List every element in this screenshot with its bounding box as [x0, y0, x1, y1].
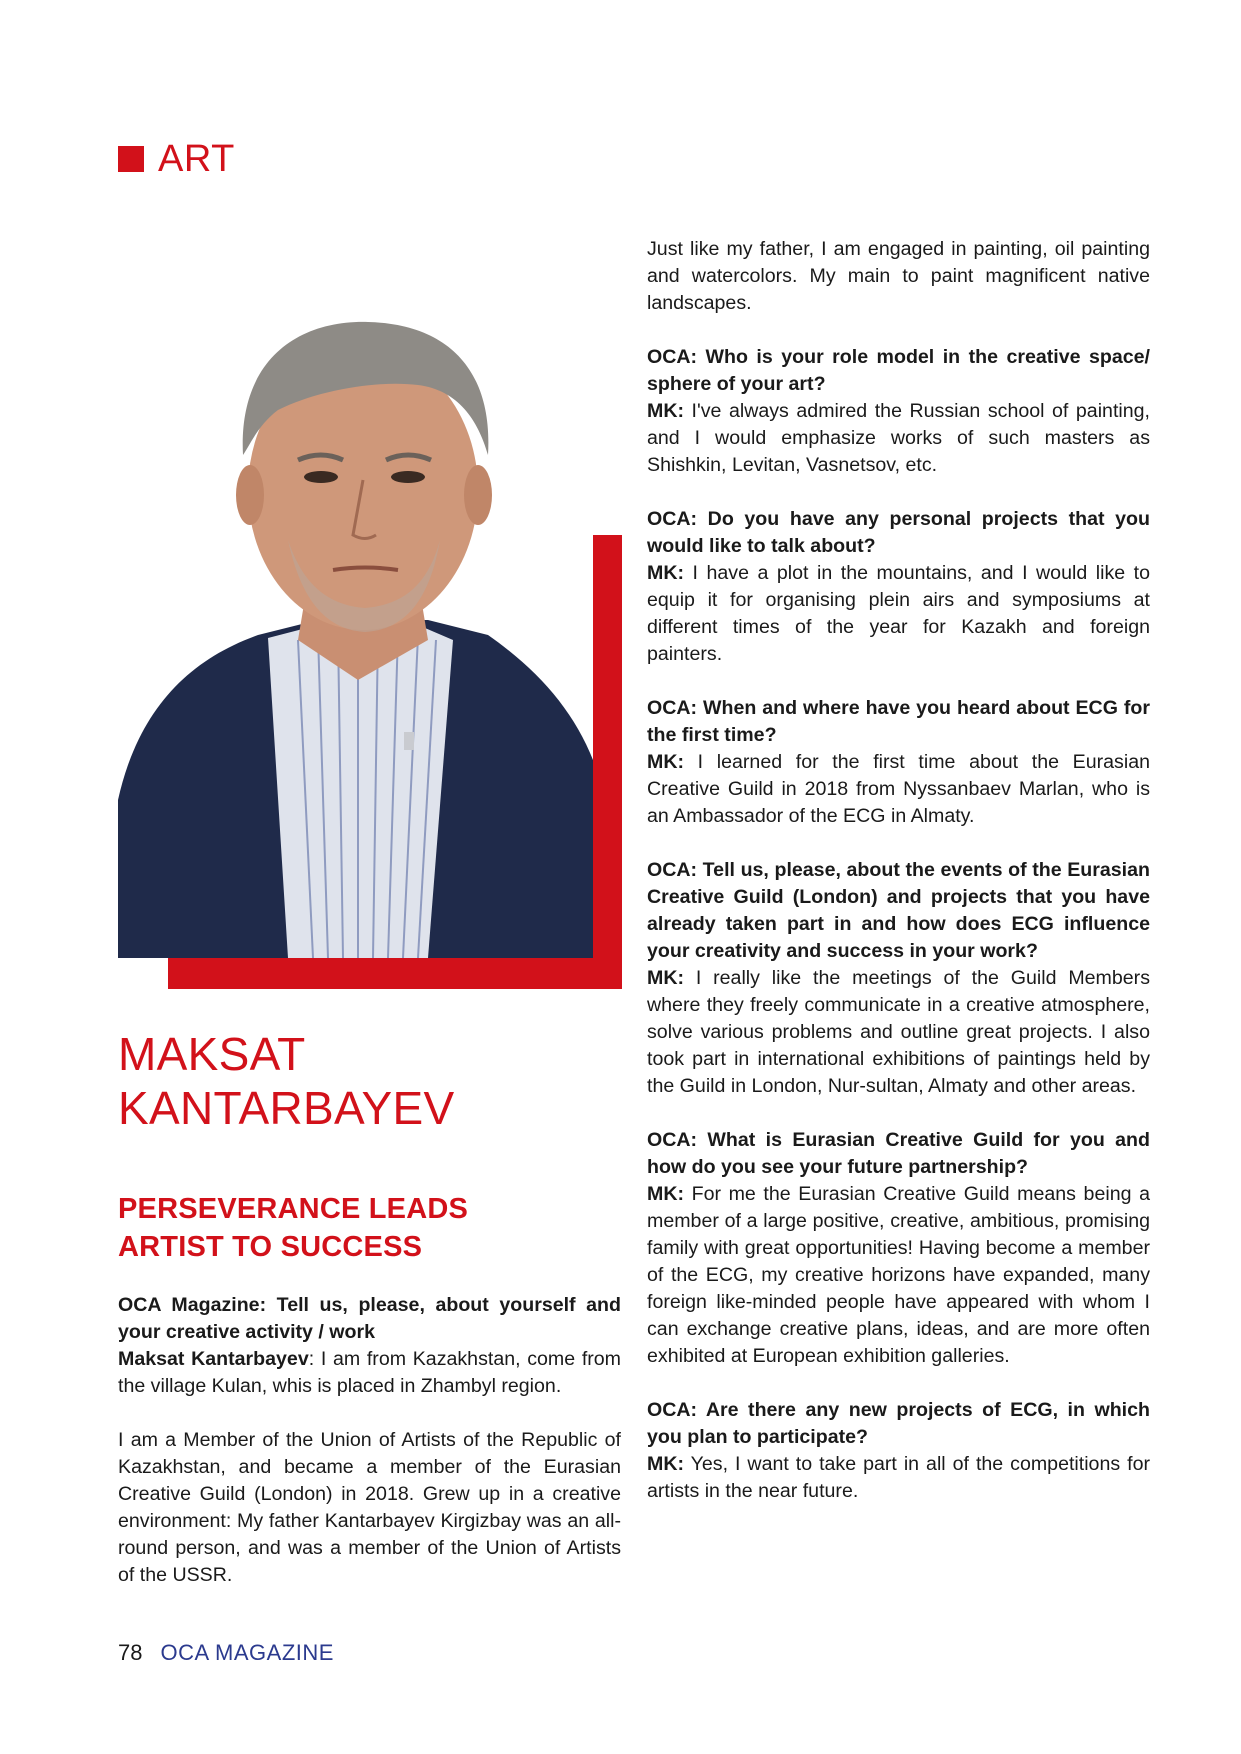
question-text: OCA: What is Eurasian Creative Guild for you and how do you see your future partnership? [647, 1129, 1150, 1178]
answer-speaker: MK: [647, 967, 684, 989]
answer-text: : I am from Kazakhstan, come from the village Kulan, whis is placed in Zhambyl region. [118, 1348, 622, 1397]
article-headline [118, 1190, 638, 1266]
artist-name [118, 1027, 638, 1135]
answer-text: I have a plot in the mountains, and I would like to equip it for organising plein airs and symposiums at different times of the year for Kazakh and foreign painters. [647, 562, 1150, 665]
question-text: OCA Magazine: Tell us, please, about yourself and your creative activity / work [118, 1294, 621, 1343]
right-text-column [647, 236, 1150, 1532]
answer-speaker: MK: [647, 751, 684, 773]
qa-block-1 [118, 1292, 621, 1400]
qa-block [647, 344, 1150, 479]
section-square-marker [118, 146, 144, 172]
answer-speaker: MK: [647, 562, 684, 584]
answer-text: I've always admired the Russian school of painting, and I would emphasize works of such masters as Shishkin, Levitan, Vasnetsov, etc. [647, 400, 1150, 476]
artist-name-line2: KANTARBAYEV [118, 1082, 455, 1134]
question-text: OCA: Are there any new projects of ECG, in which you plan to participate? [647, 1399, 1150, 1448]
answer-speaker: Maksat Kantarbayev [118, 1348, 309, 1370]
qa-block [647, 695, 1150, 830]
artist-portrait-photo [118, 240, 593, 958]
section-label: ART [158, 138, 235, 180]
section-tag [118, 140, 235, 178]
page-footer [118, 1640, 334, 1666]
left-text-column [118, 1292, 621, 1616]
body-paragraph: Just like my father, I am engaged in painting, oil painting and watercolors. My main to paint magnificent native landscapes. [647, 238, 1150, 314]
answer-text: I really like the meetings of the Guild Members where they freely communicate in a creative atmosphere, solve various problems and outline great projects. I also took part in international exhibitions of paintings held by the Guild in London, Nur-sultan, Almaty and other areas. [647, 967, 1150, 1097]
answer-text: Yes, I want to take part in all of the competitions for artists in the near future. [647, 1453, 1150, 1502]
question-text: OCA: When and where have you heard about ECG for the first time? [647, 697, 1150, 746]
question-text: OCA: Do you have any personal projects that you would like to talk about? [647, 508, 1150, 557]
question-text: OCA: Tell us, please, about the events of the Eurasian Creative Guild (London) and projects that you have already taken part in and how does ECG influence your creativity and success in your work? [647, 859, 1150, 962]
qa-block [647, 1397, 1150, 1505]
artist-name-line1: MAKSAT [118, 1028, 306, 1080]
qa-block [647, 1127, 1150, 1370]
body-paragraph: I am a Member of the Union of Artists of the Republic of Kazakhstan, and became a member of the Eurasian Creative Guild (London) in 2018. Grew up in a creative environment: My father Kantarbayev Kirgizbay was an all-round person, and was a member of the Union of Artists of the USSR. [118, 1429, 621, 1586]
qa-block [647, 857, 1150, 1100]
answer-text: For me the Eurasian Creative Guild means being a member of a large positive, creative, ambitious, promising family with great opportunities! Having become a member of the ECG, my creative horizons have expanded, many foreign like-minded people have appeared with whom I can exchange creative plans, ideas, and are more often exhibited at European exhibition galleries. [647, 1183, 1150, 1367]
answer-speaker: MK: [647, 1453, 684, 1475]
headline-line1: PERSEVERANCE LEADS [118, 1193, 469, 1225]
answer-speaker: MK: [647, 400, 684, 422]
headline-line2: ARTIST TO SUCCESS [118, 1231, 423, 1263]
question-text: OCA: Who is your role model in the creative space/ sphere of your art? [647, 346, 1150, 395]
answer-speaker: MK: [647, 1183, 684, 1205]
magazine-name: OCA MAGAZINE [160, 1640, 334, 1665]
answer-text: I learned for the first time about the Eurasian Creative Guild in 2018 from Nyssanbaev Marlan, who is an Ambassador of the ECG in Almaty. [647, 751, 1150, 827]
qa-block [647, 506, 1150, 668]
page-number: 78 [118, 1640, 143, 1665]
